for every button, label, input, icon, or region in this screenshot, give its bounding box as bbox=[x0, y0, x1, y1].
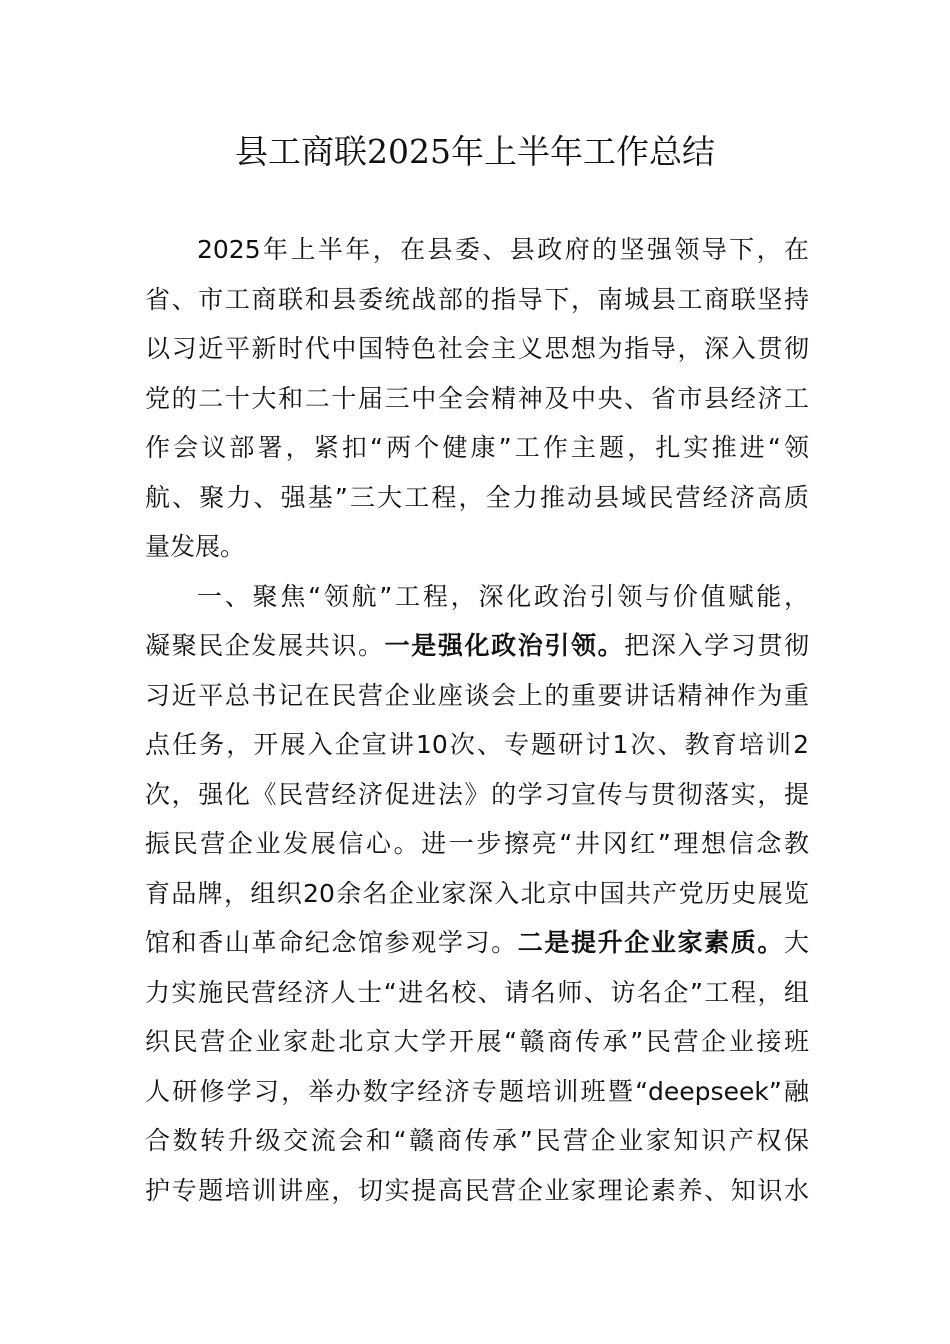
text-line: 合数转升级交流会和“赣商传承”民营企业家知识产权保 bbox=[145, 1126, 809, 1155]
text-run: 把深入学习贯彻 bbox=[624, 631, 809, 660]
text-line: 织民营企业家赴北京大学开展“赣商传承”民营企业接班 bbox=[145, 1027, 809, 1056]
text-line bbox=[145, 621, 809, 671]
text-line bbox=[145, 918, 809, 968]
text-line: 点任务，开展入企宣讲10次、专题研讨1次、教育培训2 bbox=[145, 730, 809, 759]
bold-subheading: 一是强化政治引领。 bbox=[384, 631, 625, 660]
paragraph-intro bbox=[145, 225, 809, 572]
text-line: 省、市工商联和县委统战部的指导下，南城县工商联坚持 bbox=[145, 284, 809, 314]
text-line: 力实施民营经济人士“进名校、请名师、访名企”工程，组 bbox=[145, 977, 809, 1007]
document-title: 县工商联2025年上半年工作总结 bbox=[235, 132, 715, 171]
text-line: 护专题培训讲座，切实提高民营企业家理论素养、知识水 bbox=[145, 1175, 809, 1205]
text-run: 大 bbox=[783, 928, 809, 957]
bold-subheading: 二是提升企业家素质。 bbox=[517, 928, 784, 957]
text-line: 以习近平新时代中国特色社会主义思想为指导，深入贯彻 bbox=[145, 334, 809, 363]
paragraph-section-1 bbox=[145, 572, 809, 1216]
text-line: 次，强化《民营经济促进法》的学习宣传与贯彻落实，提 bbox=[145, 779, 809, 809]
text-line: 量发展。 bbox=[145, 532, 246, 561]
text-line: 人研修学习，举办数字经济专题培训班暨“deepseek”融 bbox=[145, 1076, 809, 1106]
text-line: 2025年上半年，在县委、县政府的坚强领导下，在 bbox=[197, 235, 809, 264]
document-body bbox=[145, 225, 809, 1215]
text-line: 振民营企业发展信心。进一步擦亮“井冈红”理想信念教 bbox=[145, 829, 809, 858]
section-heading-line: 一、聚焦“领航”工程，深化政治引领与价值赋能， bbox=[197, 581, 809, 611]
text-line: 党的二十大和二十届三中全会精神及中央、省市县经济工 bbox=[145, 383, 809, 413]
text-line: 作会议部署，紧扣“两个健康”工作主题，扎实推进“领 bbox=[145, 433, 809, 462]
text-line: 习近平总书记在民营企业座谈会上的重要讲话精神作为重 bbox=[145, 680, 809, 710]
text-run: 馆和香山革命纪念馆参观学习。 bbox=[145, 928, 518, 957]
text-line: 航、聚力、强基”三大工程，全力推动县域民营经济高质 bbox=[145, 482, 809, 512]
text-line: 育品牌，组织20余名企业家深入北京中国共产党历史展览 bbox=[145, 878, 809, 908]
section-heading-tail: 凝聚民企发展共识。 bbox=[145, 631, 385, 660]
